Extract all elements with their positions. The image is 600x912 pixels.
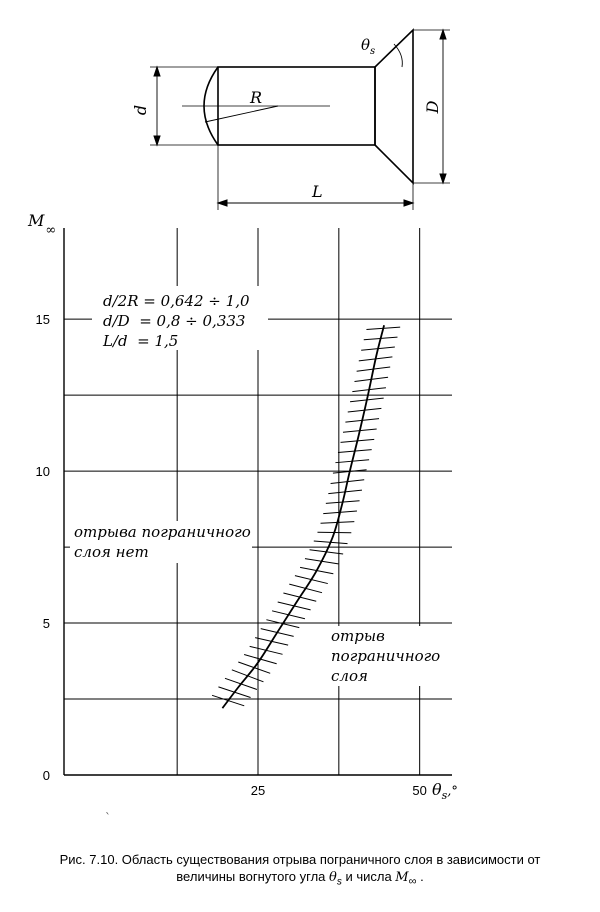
right-region-line-1: отрыв — [331, 627, 385, 645]
sketch-label-d: d — [131, 104, 150, 116]
left-region-line-2: слоя нет — [74, 543, 149, 561]
figure-caption-line-1: Рис. 7.10. Область существования отрыва пограничного слоя в зависимости от — [59, 852, 541, 867]
param-line-1: d/2R = 0,642 ÷ 1,0 — [103, 292, 250, 310]
x-axis-label: $\theta_s^{,^\circ}$ — [432, 780, 458, 802]
conical-flare — [375, 30, 413, 183]
param-line-3: L/d = 1,5 — [103, 332, 179, 350]
body-sketch — [150, 30, 450, 210]
left-region-line-1: отрыва пограничного — [74, 523, 251, 541]
sketch-label-R: R — [250, 88, 263, 107]
sketch-label-D: D — [423, 100, 442, 114]
y-tick-label-0: 0 — [42, 768, 50, 783]
sketch-label-theta: $\theta_s$ — [361, 36, 376, 57]
figure-caption-line-2: величины вогнутого угла $\theta_s$ и числа $M_\infty$ . — [176, 869, 424, 888]
right-region-line-3: слоя — [331, 667, 368, 685]
y-axis-label: $M_\infty$ — [28, 211, 57, 238]
y-tick-label-1: 5 — [42, 616, 50, 632]
speck-mark: ` — [105, 811, 111, 825]
right-region-line-2: пограничного — [331, 647, 441, 665]
radius-line — [205, 106, 278, 122]
x-tick-label-1: 50 — [412, 783, 427, 798]
y-tick-label-3: 15 — [35, 312, 50, 328]
y-tick-label-2: 10 — [35, 464, 50, 480]
x-tick-label-0: 25 — [250, 783, 266, 798]
param-line-2: d/D = 0,8 ÷ 0,333 — [103, 312, 246, 330]
sketch-label-L: L — [312, 182, 323, 201]
